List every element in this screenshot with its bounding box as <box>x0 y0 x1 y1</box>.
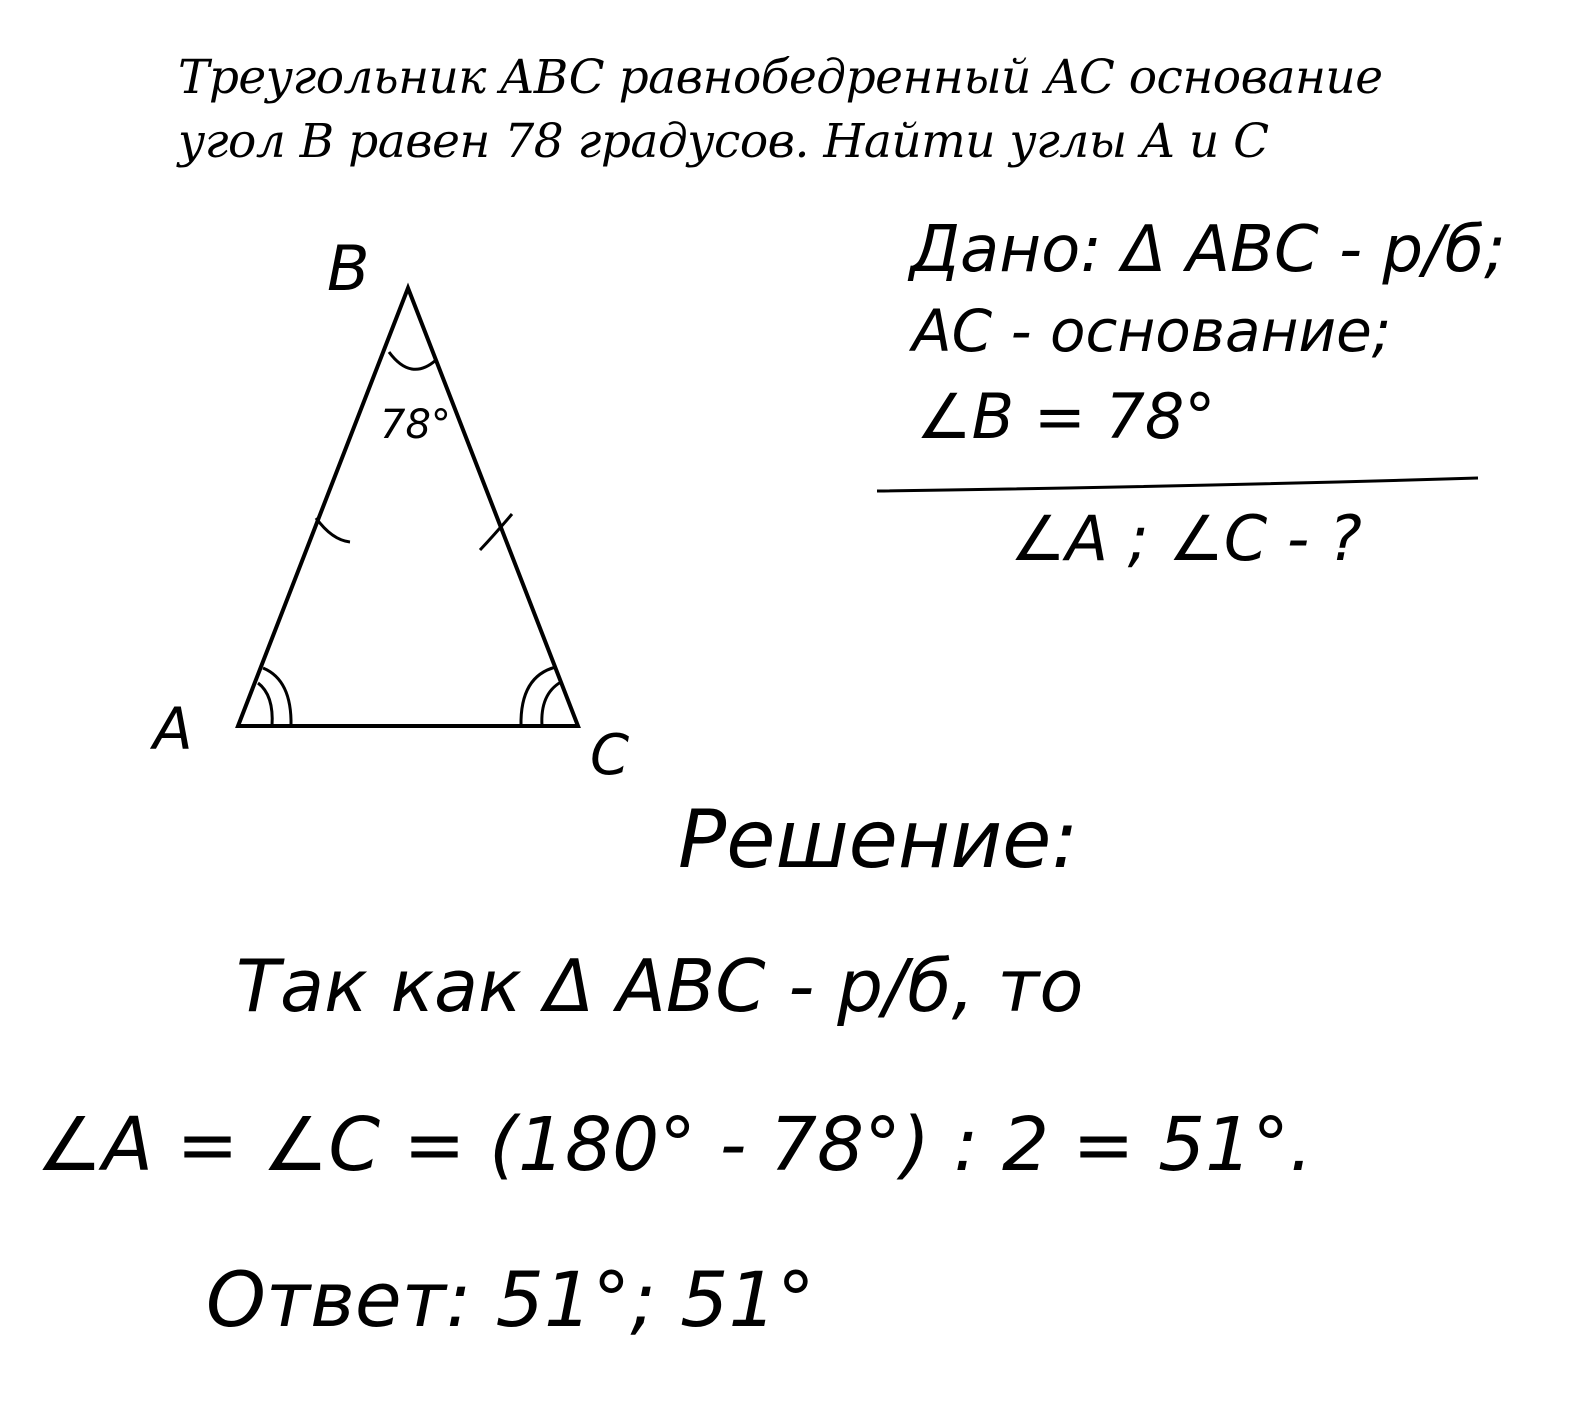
given-line-2: AC - основание; <box>912 297 1392 365</box>
vertex-label-a: A <box>153 695 193 763</box>
answer-line: Ответ: 51°; 51° <box>206 1255 815 1344</box>
vertex-label-c: C <box>590 723 630 788</box>
angle-c-arc-outer <box>521 667 556 726</box>
given-line-3: ∠B = 78° <box>916 380 1216 453</box>
vertex-label-b: B <box>327 232 370 305</box>
angle-b-arc <box>389 352 436 369</box>
find-line: ∠A ; ∠C - ? <box>1010 502 1362 575</box>
angle-a-arc-inner <box>258 683 272 726</box>
given-line-1: Дано: Δ ABC - р/б; <box>910 213 1506 287</box>
problem-line-2: угол B равен 78 градусов. Найти углы A и C <box>178 114 1269 169</box>
given-separator-line <box>877 478 1478 491</box>
solution-heading: Решение: <box>678 793 1079 886</box>
triangle-abc <box>238 288 578 726</box>
angle-c-arc-inner <box>542 682 561 726</box>
solution-line-2: ∠A = ∠C = (180° - 78°) : 2 = 51°. <box>36 1102 1313 1188</box>
tick-mark-ab <box>316 518 350 542</box>
problem-line-1: Треугольник ABC равнобедренный AC основание <box>178 50 1383 105</box>
solution-line-1: Так как Δ ABC - р/б, то <box>236 944 1084 1028</box>
angle-b-label: 78° <box>380 402 451 448</box>
